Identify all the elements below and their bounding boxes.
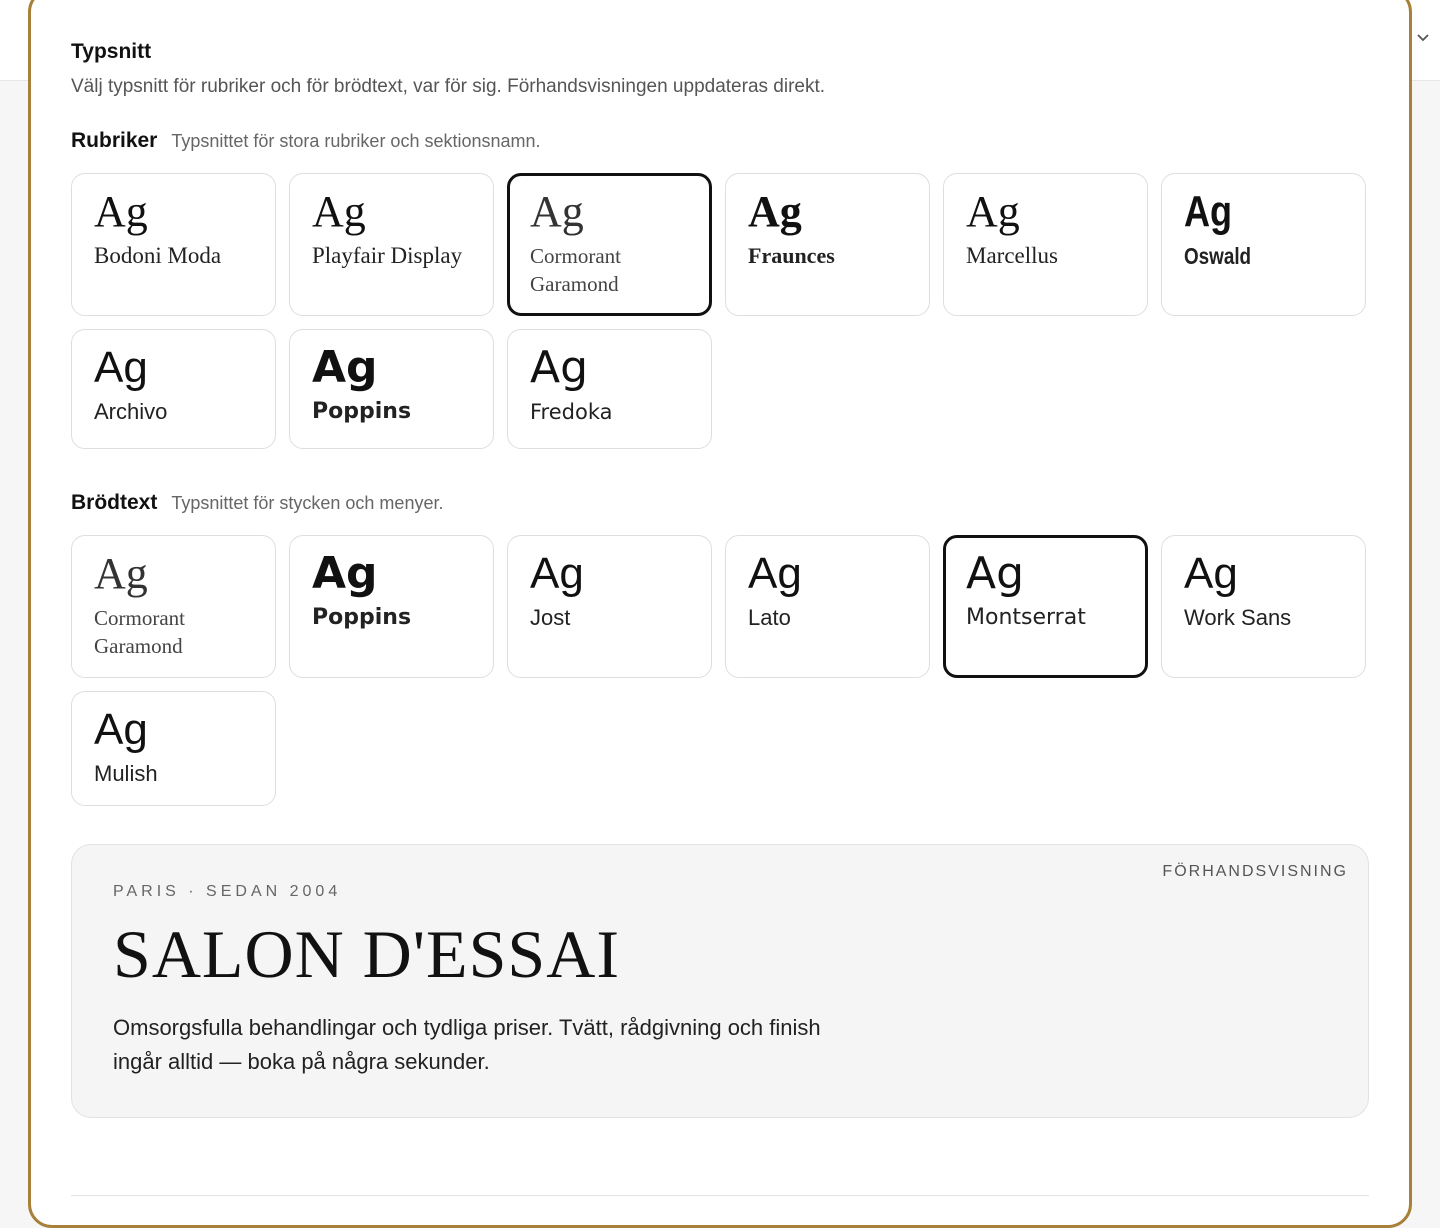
font-name: Marcellus [966,243,1058,268]
font-name: Oswald [1184,243,1252,269]
font-preview [71,844,1369,1118]
body-font-card-work-sans[interactable] [1161,535,1366,678]
heading-font-card-bodoni-moda[interactable] [71,173,276,316]
heading-font-card-fraunces[interactable] [725,173,930,316]
heading-font-card-marcellus[interactable] [943,173,1148,316]
divider [71,1195,1369,1196]
body-font-card-lato[interactable] [725,535,930,678]
font-name: Cormorant Garamond [94,606,185,658]
heading-font-card-cormorant-garamond[interactable] [507,173,712,316]
font-sample: Ag [530,549,584,598]
font-name: Playfair Display [312,243,463,268]
headings-hint: Typsnittet för stora rubriker och sektionsnamn. [171,131,541,151]
font-name: Poppins [312,399,412,424]
body-group-header [71,489,1371,517]
font-name: Lato [748,605,791,630]
font-name: Jost [530,605,571,630]
typography-panel [28,0,1412,1228]
font-name: Cormorant Garamond [530,244,621,296]
font-sample: Ag [312,342,378,393]
body-label: Brödtext [71,491,158,514]
font-name: Fraunces [748,243,835,268]
font-name: Fredoka [530,400,613,424]
section-description: Välj typsnitt för rubriker och för brödtext, var för sig. Förhandsvisningen uppdateras direkt. [71,76,826,97]
font-name: Bodoni Moda [94,243,222,268]
font-sample: Ag [966,187,1020,236]
body-font-card-poppins[interactable] [289,535,494,678]
font-sample: Ag [1184,549,1238,598]
body-font-card-mulish[interactable] [71,691,276,806]
headings-group-header [71,127,1371,155]
body-font-card-jost[interactable] [507,535,712,678]
body-font-card-montserrat[interactable] [943,535,1148,678]
font-sample: Ag [312,548,378,599]
font-sample: Ag [748,549,802,598]
heading-font-card-oswald[interactable] [1161,173,1366,316]
font-sample: Ag [530,187,584,236]
font-name: Archivo [94,399,168,424]
body-font-card-cormorant-garamond[interactable] [71,535,276,678]
section-title: Typsnitt [71,40,152,63]
font-sample: Ag [530,342,589,393]
font-name: Poppins [312,605,412,630]
preview-body: Omsorgsfulla behandlingar och tydliga priser. Tvätt, rådgivning och finish ingår alltid — boka på några sekunder. [113,1015,821,1074]
font-sample: Ag [94,187,148,236]
font-sample: Ag [94,343,148,392]
font-sample: Ag [748,187,802,236]
font-sample: Ag [1184,187,1233,236]
font-sample: Ag [966,548,1025,599]
heading-font-card-poppins[interactable] [289,329,494,449]
body-hint: Typsnittet för stycken och menyer. [171,493,444,513]
preview-eyebrow: PARIS · SEDAN 2004 [113,883,342,900]
body-font-grid [71,535,1371,806]
preview-title: SALON D'ESSAI [113,916,620,992]
font-sample: Ag [312,187,366,236]
font-name: Montserrat [966,605,1086,630]
heading-font-card-playfair-display[interactable] [289,173,494,316]
headings-label: Rubriker [71,129,158,152]
font-name: Work Sans [1184,605,1292,630]
headings-font-grid [71,173,1371,449]
heading-font-card-archivo[interactable] [71,329,276,449]
font-sample: Ag [94,705,148,754]
preview-badge: FÖRHANDSVISNING [1162,863,1348,880]
heading-font-card-fredoka[interactable] [507,329,712,449]
chevron-down-icon[interactable] [1414,28,1432,46]
font-sample: Ag [94,549,148,598]
font-name: Mulish [94,761,158,786]
